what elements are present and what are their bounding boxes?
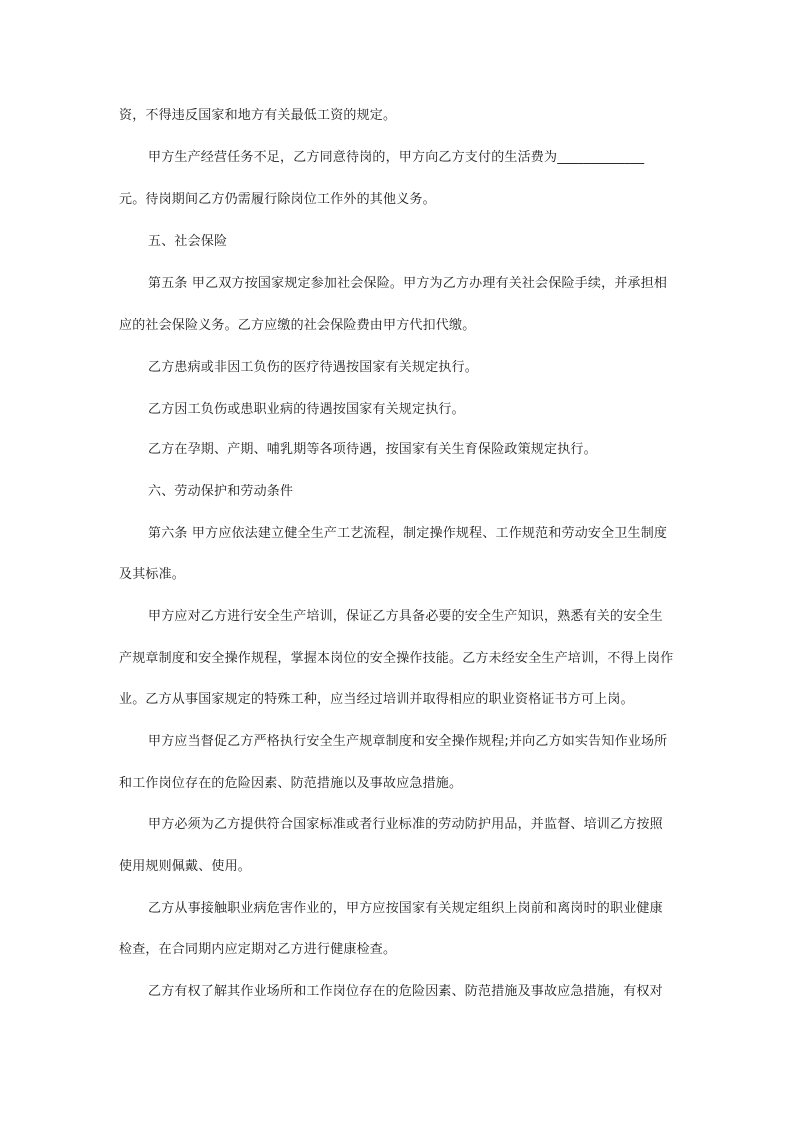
text-line: 检查，在合同期内应定期对乙方进行健康检查。 [119, 942, 397, 957]
section-heading: 五、社会保险 [148, 234, 228, 249]
text-line: 第六条 甲方应依法建立健全生产工艺流程，制定操作规程、工作规范和劳动安全卫生制度 [148, 526, 668, 541]
text-line: 甲方应对乙方进行安全生产培训，保证乙方具备必要的安全生产知识，熟悉有关的安全生 [148, 609, 663, 624]
text-line: 资，不得违反国家和地方有关最低工资的规定。 [119, 108, 397, 123]
text-line: 乙方有权了解其作业场所和工作岗位存在的危险因素、防范措施及事故应急措施，有权对 [148, 984, 663, 999]
text-line: 业。乙方从事国家规定的特殊工种，应当经过培训并取得相应的职业资格证书方可上岗。 [119, 692, 634, 707]
text-line: 乙方从事接触职业病危害作业的，甲方应按国家有关规定组织上岗前和离岗时的职业健康 [148, 901, 663, 916]
text-line: 甲方应当督促乙方严格执行安全生产规章制度和安全操作规程;并向乙方如实告知作业场所 [148, 734, 668, 749]
section-heading: 六、劳动保护和劳动条件 [148, 484, 294, 499]
text-line: 乙方因工负伤或患职业病的待遇按国家有关规定执行。 [148, 402, 465, 417]
text-line: 使用规则佩戴、使用。 [119, 859, 252, 874]
text-line: 应的社会保险义务。乙方应缴的社会保险费由甲方代扣代缴。 [119, 318, 476, 333]
text-line: 第五条 甲乙双方按国家规定参加社会保险。甲方为乙方办理有关社会保险手续，并承担相 [148, 276, 668, 291]
text-line: 元。待岗期间乙方仍需履行除岗位工作外的其他义务。 [119, 192, 436, 207]
text-line: 产规章制度和安全操作规程，掌握本岗位的安全操作技能。乙方未经安全生产培训，不得上岗作 [119, 651, 674, 666]
text-line: 乙方患病或非因工负伤的医疗待遇按国家有关规定执行。 [148, 360, 479, 375]
text-line: 及其标准。 [119, 567, 186, 582]
text-line: 乙方在孕期、产期、哺乳期等各项待遇，按国家有关生育保险政策规定执行。 [148, 442, 597, 457]
text-line: 甲方生产经营任务不足，乙方同意待岗的，甲方向乙方支付的生活费为_____________ [148, 150, 645, 165]
text-line: 和工作岗位存在的危险因素、防范措施以及事故应急措施。 [119, 776, 463, 791]
text-line: 甲方必须为乙方提供符合国家标准或者行业标准的劳动防护用品，并监督、培训乙方按照 [148, 817, 663, 832]
